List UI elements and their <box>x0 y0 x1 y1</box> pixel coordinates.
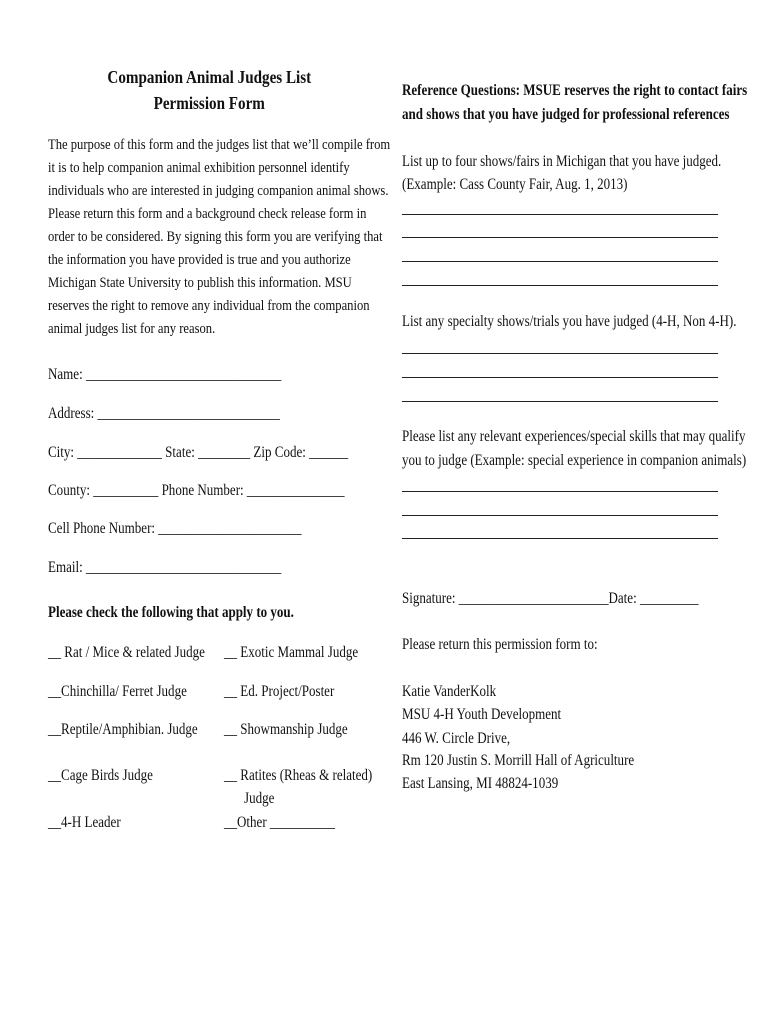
return-address-line: 446 W. Circle Drive, <box>402 730 511 747</box>
return-address-line: Rm 120 Justin S. Morrill Hall of Agriculture <box>402 752 635 769</box>
title-line-1: Companion Animal Judges List <box>107 67 311 87</box>
answer-line[interactable] <box>402 377 718 378</box>
cell-phone-field[interactable]: Cell Phone Number: ______________________ <box>48 520 302 537</box>
signature-date-field[interactable]: Signature: _______________________Date: _________ <box>402 590 699 607</box>
name-field[interactable]: Name: ______________________________ <box>48 366 282 383</box>
check-4h-leader[interactable]: __4-H Leader <box>48 814 121 831</box>
check-chinchilla-ferret[interactable]: __Chinchilla/ Ferret Judge <box>48 683 187 700</box>
check-exotic-mammal[interactable]: __ Exotic Mammal Judge <box>224 644 359 661</box>
checklist-heading: Please check the following that apply to you. <box>48 604 294 621</box>
check-other[interactable]: __Other __________ <box>224 814 336 831</box>
intro-line: Michigan State University to publish this information. MSU <box>48 275 352 291</box>
return-to-label: Please return this permission form to: <box>402 636 598 653</box>
question-1-line-1: List up to four shows/fairs in Michigan that you have judged. <box>402 153 722 170</box>
right-column <box>402 0 748 1024</box>
question-3-line-1: Please list any relevant experiences/special skills that may qualify <box>402 428 746 445</box>
answer-line[interactable] <box>402 214 718 215</box>
applicant-fields <box>48 0 378 1024</box>
check-rat-mice[interactable]: __ Rat / Mice & related Judge <box>48 644 205 661</box>
question-3-line-2: you to judge (Example: special experience in companion animals) <box>402 452 747 469</box>
check-ratites[interactable]: __ Ratites (Rheas & related) <box>224 767 373 784</box>
answer-line[interactable] <box>402 353 718 354</box>
title-line-2: Permission Form <box>153 93 265 113</box>
question-1-line-2: (Example: Cass County Fair, Aug. 1, 2013) <box>402 176 628 193</box>
check-cage-birds[interactable]: __Cage Birds Judge <box>48 767 153 784</box>
answer-line[interactable] <box>402 237 718 238</box>
return-address-line: MSU 4-H Youth Development <box>402 706 562 723</box>
references-heading-line-1: Reference Questions: MSUE reserves the right to contact fairs <box>402 82 748 99</box>
check-reptile-amphibian[interactable]: __Reptile/Amphibian. Judge <box>48 721 198 738</box>
county-phone-field[interactable]: County: __________ Phone Number: _______________ <box>48 482 345 499</box>
check-ed-project-poster[interactable]: __ Ed. Project/Poster <box>224 683 335 700</box>
intro-line: it is to help companion animal exhibition personnel identify <box>48 160 350 176</box>
answer-line[interactable] <box>402 538 718 539</box>
answer-line[interactable] <box>402 401 718 402</box>
question-2: List any specialty shows/trials you have judged (4-H, Non 4-H). <box>402 313 737 330</box>
email-field[interactable]: Email: ______________________________ <box>48 559 282 576</box>
intro-line: order to be considered. By signing this form you are verifying that <box>48 229 383 245</box>
check-showmanship[interactable]: __ Showmanship Judge <box>224 721 348 738</box>
intro-line: The purpose of this form and the judges list that we’ll compile from <box>48 137 391 153</box>
answer-line[interactable] <box>402 261 718 262</box>
intro-line: Please return this form and a background check release form in <box>48 206 367 222</box>
answer-line[interactable] <box>402 515 718 516</box>
references-heading-line-2: and shows that you have judged for professional references <box>402 106 730 123</box>
intro-line: animal judges list for any reason. <box>48 321 216 337</box>
intro-line: reserves the right to remove any individual from the companion <box>48 298 370 314</box>
answer-line[interactable] <box>402 285 718 286</box>
return-address-line: Katie VanderKolk <box>402 683 497 700</box>
intro-line: the information you have provided is true and you authorize <box>48 252 351 268</box>
city-state-zip-field[interactable]: City: _____________ State: ________ Zip Code: ______ <box>48 444 349 461</box>
address-field[interactable]: Address: ____________________________ <box>48 405 280 422</box>
return-address-line: East Lansing, MI 48824-1039 <box>402 775 559 792</box>
answer-line[interactable] <box>402 491 718 492</box>
intro-line: individuals who are interested in judging companion animal shows. <box>48 183 389 199</box>
check-ratites-judge-continued: Judge <box>244 790 275 807</box>
